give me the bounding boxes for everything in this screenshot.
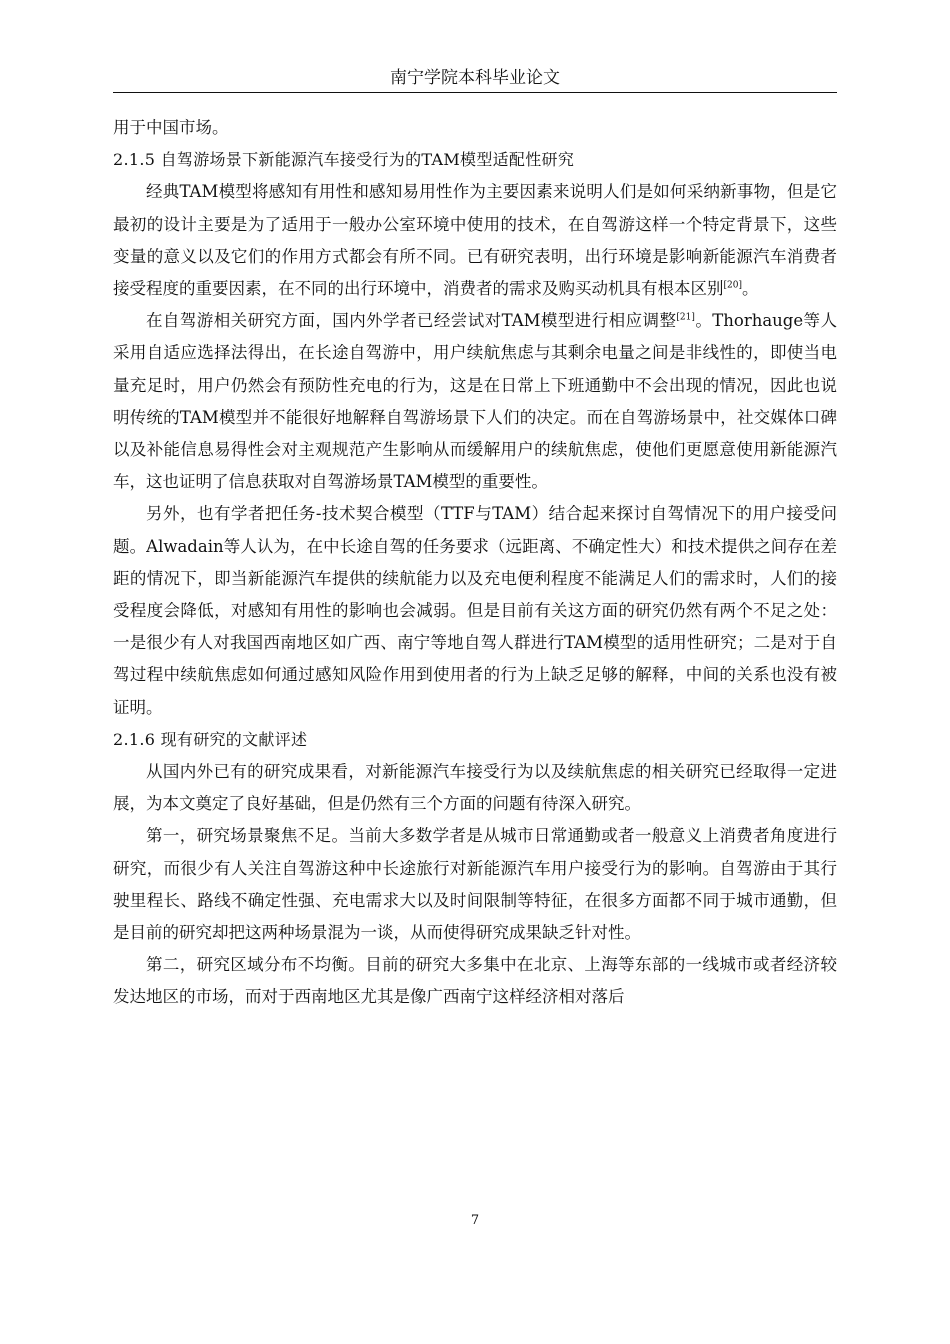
page-header-title: 南宁学院本科毕业论文 [390, 68, 560, 88]
paragraph [113, 756, 837, 820]
citation-ref: [20] [723, 280, 742, 291]
paragraph-text: 在自驾游相关研究方面，国内外学者已经尝试对TAM模型进行相应调整 [146, 311, 677, 331]
paragraph [113, 112, 837, 144]
citation-ref: [21] [676, 312, 695, 323]
paragraph-text: 。Thorhauge等人采用自适应选择法得出，在长途自驾游中，用户续航焦虑与其剩余电量之间是非线性的，即使当电量充足时，用户仍然会有预防性充电的行为，这是在日常上下班通勤中不会出现的情况，因此也说明传统的TAM模型并不能很好地解释自驾游场景下人们的决定。而在自驾游场景中，社交媒体口碑以及补能信息易得性会对主观规范产生影响从而缓解用户的续航焦虑，使他们更愿意使用新能源汽车，这也证明了信息获取对自驾游场景TAM模型的重要性。 [113, 311, 837, 492]
page-number: 7 [470, 1213, 480, 1228]
body-text [113, 112, 837, 1014]
paragraph-text: 。 [741, 279, 759, 299]
paragraph [113, 176, 837, 305]
paragraph [113, 305, 837, 498]
paragraph [113, 949, 837, 1013]
paragraph-text: 第二，研究区域分布不均衡。目前的研究大多集中在北京、上海等东部的一线城市或者经济较发达地区的市场，而对于西南地区尤其是像广西南宁这样经济相对落后 [113, 955, 837, 1007]
paragraph-text: 用于中国市场。 [113, 118, 229, 137]
section-heading-2-1-5: 2.1.5 自驾游场景下新能源汽车接受行为的TAM模型适配性研究 [113, 150, 575, 170]
section-heading-2-1-6: 2.1.6 现有研究的文献评述 [113, 729, 308, 749]
paragraph [113, 820, 837, 949]
paragraph [113, 498, 837, 723]
paragraph-text: 第一，研究场景聚焦不足。当前大多数学者是从城市日常通勤或者一般意义上消费者角度进行研究，而很少有人关注自驾游这种中长途旅行对新能源汽车用户接受行为的影响。自驾游由于其行驶里程长、路线不确定性强、充电需求大以及时间限制等特征，在很多方面都不同于城市通勤，但是目前的研究却把这两种场景混为一谈，从而使得研究成果缺乏针对性。 [113, 826, 837, 943]
paragraph-text: 另外，也有学者把任务-技术契合模型（TTF与TAM）结合起来探讨自驾情况下的用户接受问题。Alwadain等人认为，在中长途自驾的任务要求（远距离、不确定性大）和技术提供之间存在差距的情况下，即当新能源汽车提供的续航能力以及充电便利程度不能满足人们的需求时，人们的接受程度会降低，对感知有用性的影响也会减弱。但是目前有关这方面的研究仍然有两个不足之处：一是很少有人对我国西南地区如广西、南宁等地自驾人群进行TAM模型的适用性研究；二是对于自驾过程中续航焦虑如何通过感知风险作用到使用者的行为上缺乏足够的解释，中间的关系也没有被证明。 [113, 504, 837, 717]
paragraph-text: 从国内外已有的研究成果看，对新能源汽车接受行为以及续航焦虑的相关研究已经取得一定进展，为本文奠定了良好基础，但是仍然有三个方面的问题有待深入研究。 [113, 762, 837, 814]
paragraph-text: 经典TAM模型将感知有用性和感知易用性作为主要因素来说明人们是如何采纳新事物，但是它最初的设计主要是为了适用于一般办公室环境中使用的技术，在自驾游这样一个特定背景下，这些变量的意义以及它们的作用方式都会有所不同。已有研究表明，出行环境是影响新能源汽车消费者接受程度的重要因素，在不同的出行环境中，消费者的需求及购买动机具有根本区别 [113, 182, 837, 299]
header-divider [113, 92, 837, 93]
